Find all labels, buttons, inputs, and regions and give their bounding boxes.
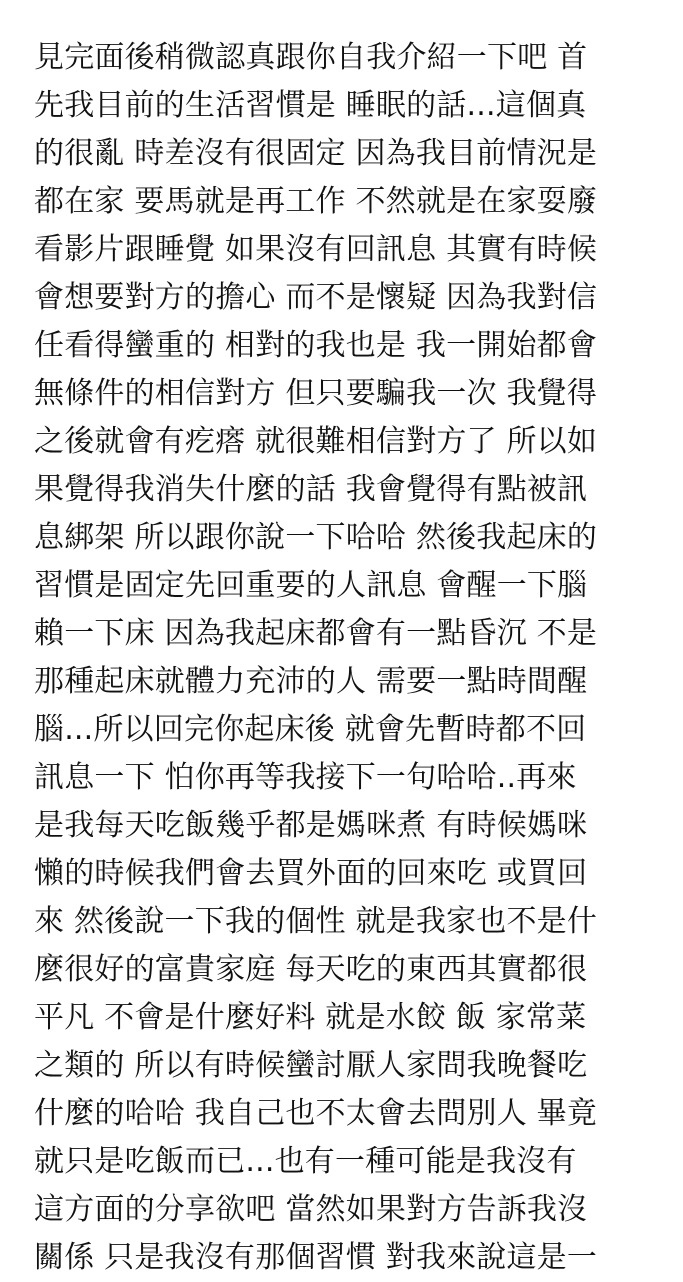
text-line: 先我目前的生活習慣是 睡眠的話...這個真 <box>34 88 587 123</box>
text-line: 之後就會有疙瘩 就很難相信對方了 所以如 <box>34 424 598 459</box>
text-line: 關係 只是我沒有那個習慣 對我來說這是一 <box>34 1240 598 1275</box>
text-line: 果覺得我消失什麼的話 我會覺得有點被訊 <box>34 472 588 507</box>
text-line: 的很亂 時差沒有很固定 因為我目前情況是 <box>34 136 598 171</box>
message-text-block <box>34 34 654 1282</box>
text-line: 習慣是固定先回重要的人訊息 會醒一下腦 <box>34 568 588 603</box>
text-line: 就只是吃飯而已...也有一種可能是我沒有 <box>34 1144 577 1179</box>
text-line: 任看得蠻重的 相對的我也是 我一開始都會 <box>34 328 598 363</box>
text-line: 見完面後稍微認真跟你自我介紹一下吧 首 <box>34 40 588 75</box>
text-line: 無條件的相信對方 但只要騙我一次 我覺得 <box>34 376 598 411</box>
text-line: 那種起床就體力充沛的人 需要一點時間醒 <box>34 664 588 699</box>
text-line: 訊息一下 怕你再等我接下一句哈哈..再來 <box>34 760 577 795</box>
text-line: 什麼的哈哈 我自己也不太會去問別人 畢竟 <box>34 1096 598 1131</box>
text-line: 麼很好的富貴家庭 每天吃的東西其實都很 <box>34 952 588 987</box>
text-line: 息綁架 所以跟你說一下哈哈 然後我起床的 <box>34 520 598 555</box>
text-line: 之類的 所以有時候蠻討厭人家問我晚餐吃 <box>34 1048 588 1083</box>
text-line: 會想要對方的擔心 而不是懷疑 因為我對信 <box>34 280 598 315</box>
text-line: 平凡 不會是什麼好料 就是水餃 飯 家常菜 <box>34 1000 587 1035</box>
text-line: 都在家 要馬就是再工作 不然就是在家耍廢 <box>34 184 598 219</box>
text-line: 腦...所以回完你起床後 就會先暫時都不回 <box>34 712 587 747</box>
text-line: 這方面的分享欲吧 當然如果對方告訴我沒 <box>34 1192 588 1227</box>
text-line: 是我每天吃飯幾乎都是媽咪煮 有時候媽咪 <box>34 808 588 843</box>
text-line: 懶的時候我們會去買外面的回來吃 或買回 <box>34 856 588 891</box>
text-line: 看影片跟睡覺 如果沒有回訊息 其實有時候 <box>34 232 598 267</box>
text-line: 賴一下床 因為我起床都會有一點昏沉 不是 <box>34 616 598 651</box>
text-line: 來 然後說一下我的個性 就是我家也不是什 <box>34 904 598 939</box>
